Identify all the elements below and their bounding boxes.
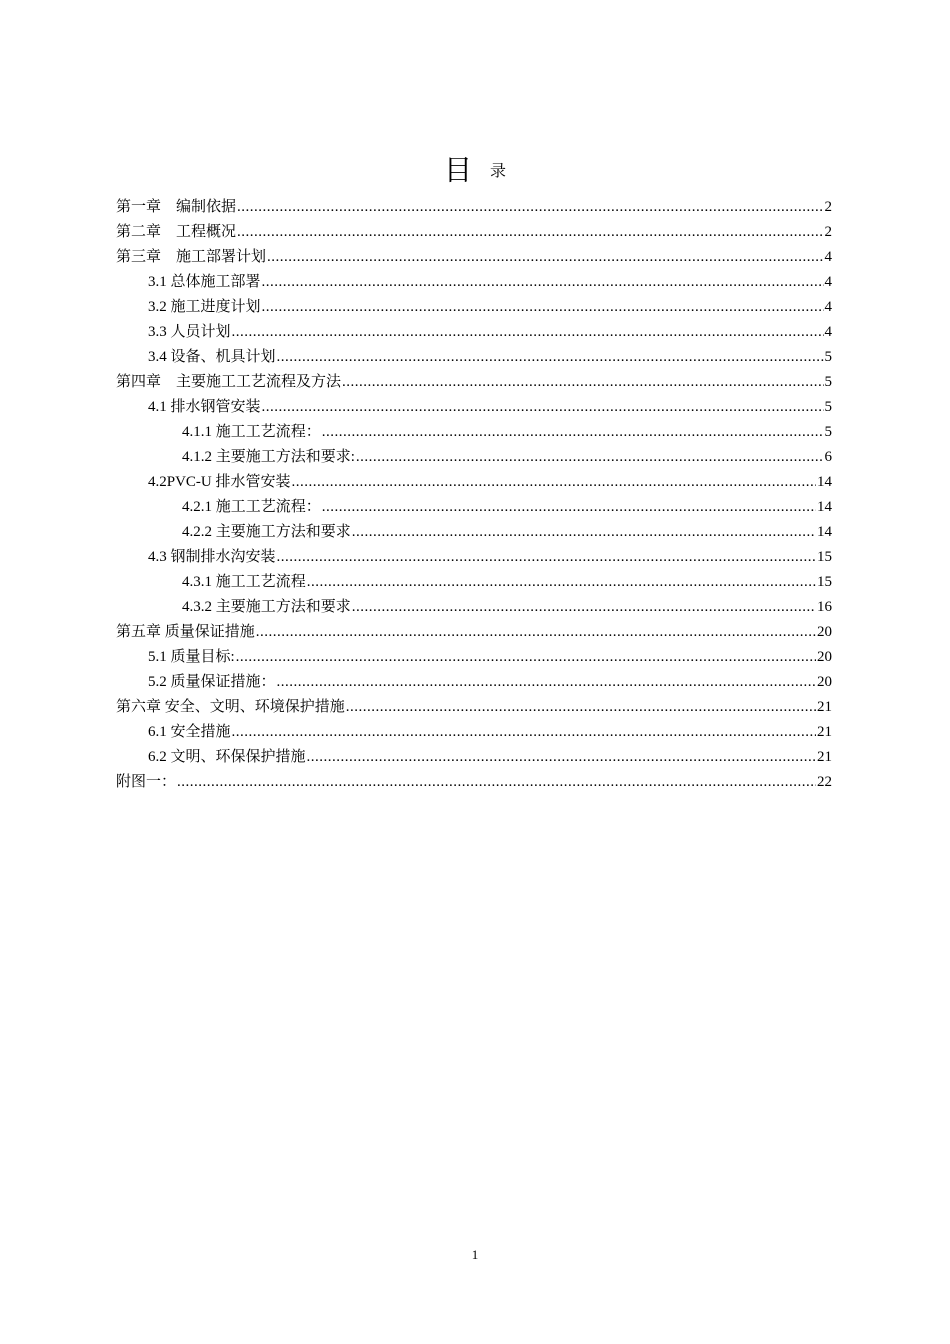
toc-entry-page: 14 xyxy=(817,499,832,515)
toc-dot-leader xyxy=(232,320,824,345)
toc-entry-page: 20 xyxy=(817,674,832,690)
toc-entry-page: 4 xyxy=(824,249,832,265)
toc-entry[interactable] xyxy=(116,395,832,420)
toc-entry-page: 5 xyxy=(824,374,832,390)
toc-entry-page: 6 xyxy=(824,449,832,465)
toc-entry[interactable] xyxy=(116,620,832,645)
toc-entry-page: 4 xyxy=(824,299,832,315)
toc-dot-leader xyxy=(232,720,816,745)
toc-dot-leader xyxy=(346,695,816,720)
toc-entry-page: 22 xyxy=(817,774,832,790)
toc-dot-leader xyxy=(277,545,816,570)
toc-entry-page: 21 xyxy=(817,749,832,765)
toc-dot-leader xyxy=(236,645,816,670)
toc-entry-label: 4.2.1 施工工艺流程： xyxy=(182,499,321,515)
toc-entry-page: 14 xyxy=(817,474,832,490)
toc-entry-page: 20 xyxy=(817,624,832,640)
toc-dot-leader xyxy=(262,270,824,295)
toc-dot-leader xyxy=(352,595,816,620)
toc-dot-leader xyxy=(262,395,824,420)
toc-dot-leader xyxy=(277,670,816,695)
toc-dot-leader xyxy=(277,345,824,370)
toc-entry[interactable] xyxy=(116,545,832,570)
toc-dot-leader xyxy=(256,620,816,645)
toc-dot-leader xyxy=(322,420,824,445)
toc-entry-label: 第六章 安全、文明、环境保护措施 xyxy=(116,699,345,715)
toc-entry-page: 16 xyxy=(817,599,832,615)
toc-entry[interactable] xyxy=(116,295,832,320)
toc-title xyxy=(0,150,950,191)
page-number: 1 xyxy=(471,1247,479,1262)
toc-entry-label: 4.1.1 施工工艺流程： xyxy=(182,424,321,440)
toc-dot-leader xyxy=(342,370,823,395)
toc-entry-page: 20 xyxy=(817,649,832,665)
toc-dot-leader xyxy=(262,295,824,320)
toc-entry-label: 3.1 总体施工部署 xyxy=(148,274,261,290)
toc-entry-page: 15 xyxy=(817,549,832,565)
toc-entry[interactable] xyxy=(116,720,832,745)
toc-entry-label: 4.2PVC-U 排水管安装 xyxy=(148,474,291,490)
toc-entry-label: 4.3.1 施工工艺流程 xyxy=(182,574,306,590)
toc-entry-label: 5.1 质量目标: xyxy=(148,649,235,665)
toc-entry[interactable] xyxy=(116,595,832,620)
toc-entry-page: 21 xyxy=(817,724,832,740)
toc-entry-label: 第五章 质量保证措施 xyxy=(116,624,255,640)
toc-entry[interactable] xyxy=(116,770,832,795)
toc-entry-page: 2 xyxy=(824,199,832,215)
toc-dot-leader xyxy=(352,520,816,545)
toc-entry[interactable] xyxy=(116,520,832,545)
toc-dot-leader xyxy=(267,245,823,270)
toc-entry-label: 5.2 质量保证措施： xyxy=(148,674,276,690)
toc-dot-leader xyxy=(237,220,823,245)
toc-entry-page: 15 xyxy=(817,574,832,590)
toc-entry[interactable] xyxy=(116,220,832,245)
toc-dot-leader xyxy=(177,770,816,795)
toc-dot-leader xyxy=(322,495,816,520)
toc-dot-leader xyxy=(237,195,823,220)
toc-entry[interactable] xyxy=(116,370,832,395)
toc-entry[interactable] xyxy=(116,270,832,295)
toc-entry[interactable] xyxy=(116,670,832,695)
toc-entry-label: 4.1.2 主要施工方法和要求: xyxy=(182,449,355,465)
toc-entry[interactable] xyxy=(116,695,832,720)
toc-entry-page: 21 xyxy=(817,699,832,715)
toc-entry-label: 6.2 文明、环保保护措施 xyxy=(148,749,306,765)
toc-entry-label: 第一章 编制依据 xyxy=(116,199,237,215)
toc-dot-leader xyxy=(356,445,824,470)
toc-dot-leader xyxy=(307,570,816,595)
toc-entry-page: 4 xyxy=(824,274,832,290)
toc-entry[interactable] xyxy=(116,445,832,470)
toc-entry[interactable] xyxy=(116,345,832,370)
toc-entry[interactable] xyxy=(116,420,832,445)
toc-entry-page: 4 xyxy=(824,324,832,340)
toc-entry[interactable] xyxy=(116,320,832,345)
toc-entry-label: 第三章 施工部署计划 xyxy=(116,249,267,265)
toc-entry[interactable] xyxy=(116,745,832,770)
toc-entry-label: 4.3 钢制排水沟安装 xyxy=(148,549,276,565)
toc-entry-label: 3.2 施工进度计划 xyxy=(148,299,261,315)
toc-entry[interactable] xyxy=(116,495,832,520)
toc-entry-label: 第四章 主要施工工艺流程及方法 xyxy=(116,374,342,390)
toc-entry-label: 3.4 设备、机具计划 xyxy=(148,349,276,365)
toc-entry-page: 5 xyxy=(824,349,832,365)
toc-entry-page: 14 xyxy=(817,524,832,540)
toc-entry[interactable] xyxy=(116,570,832,595)
toc-entry-label: 6.1 安全措施 xyxy=(148,724,231,740)
toc-dot-leader xyxy=(292,470,816,495)
toc-entry-label: 4.3.2 主要施工方法和要求 xyxy=(182,599,351,615)
toc-title-suffix: 录 xyxy=(490,160,507,180)
toc-entry-page: 5 xyxy=(824,399,832,415)
toc-entry-label: 4.2.2 主要施工方法和要求 xyxy=(182,524,351,540)
toc-entry[interactable] xyxy=(116,645,832,670)
toc-entry[interactable] xyxy=(116,245,832,270)
toc-entry[interactable] xyxy=(116,195,832,220)
toc-entry-page: 2 xyxy=(824,224,832,240)
toc-entry-label: 4.1 排水钢管安装 xyxy=(148,399,261,415)
toc-entry[interactable] xyxy=(116,470,832,495)
toc-entry-label: 第二章 工程概况 xyxy=(116,224,237,240)
table-of-contents xyxy=(116,195,832,795)
toc-entry-label: 附图一： xyxy=(116,774,177,790)
toc-dot-leader xyxy=(307,745,816,770)
toc-entry-page: 5 xyxy=(824,424,832,440)
toc-entry-label: 3.3 人员计划 xyxy=(148,324,231,340)
toc-title-main: 目 xyxy=(443,153,472,187)
